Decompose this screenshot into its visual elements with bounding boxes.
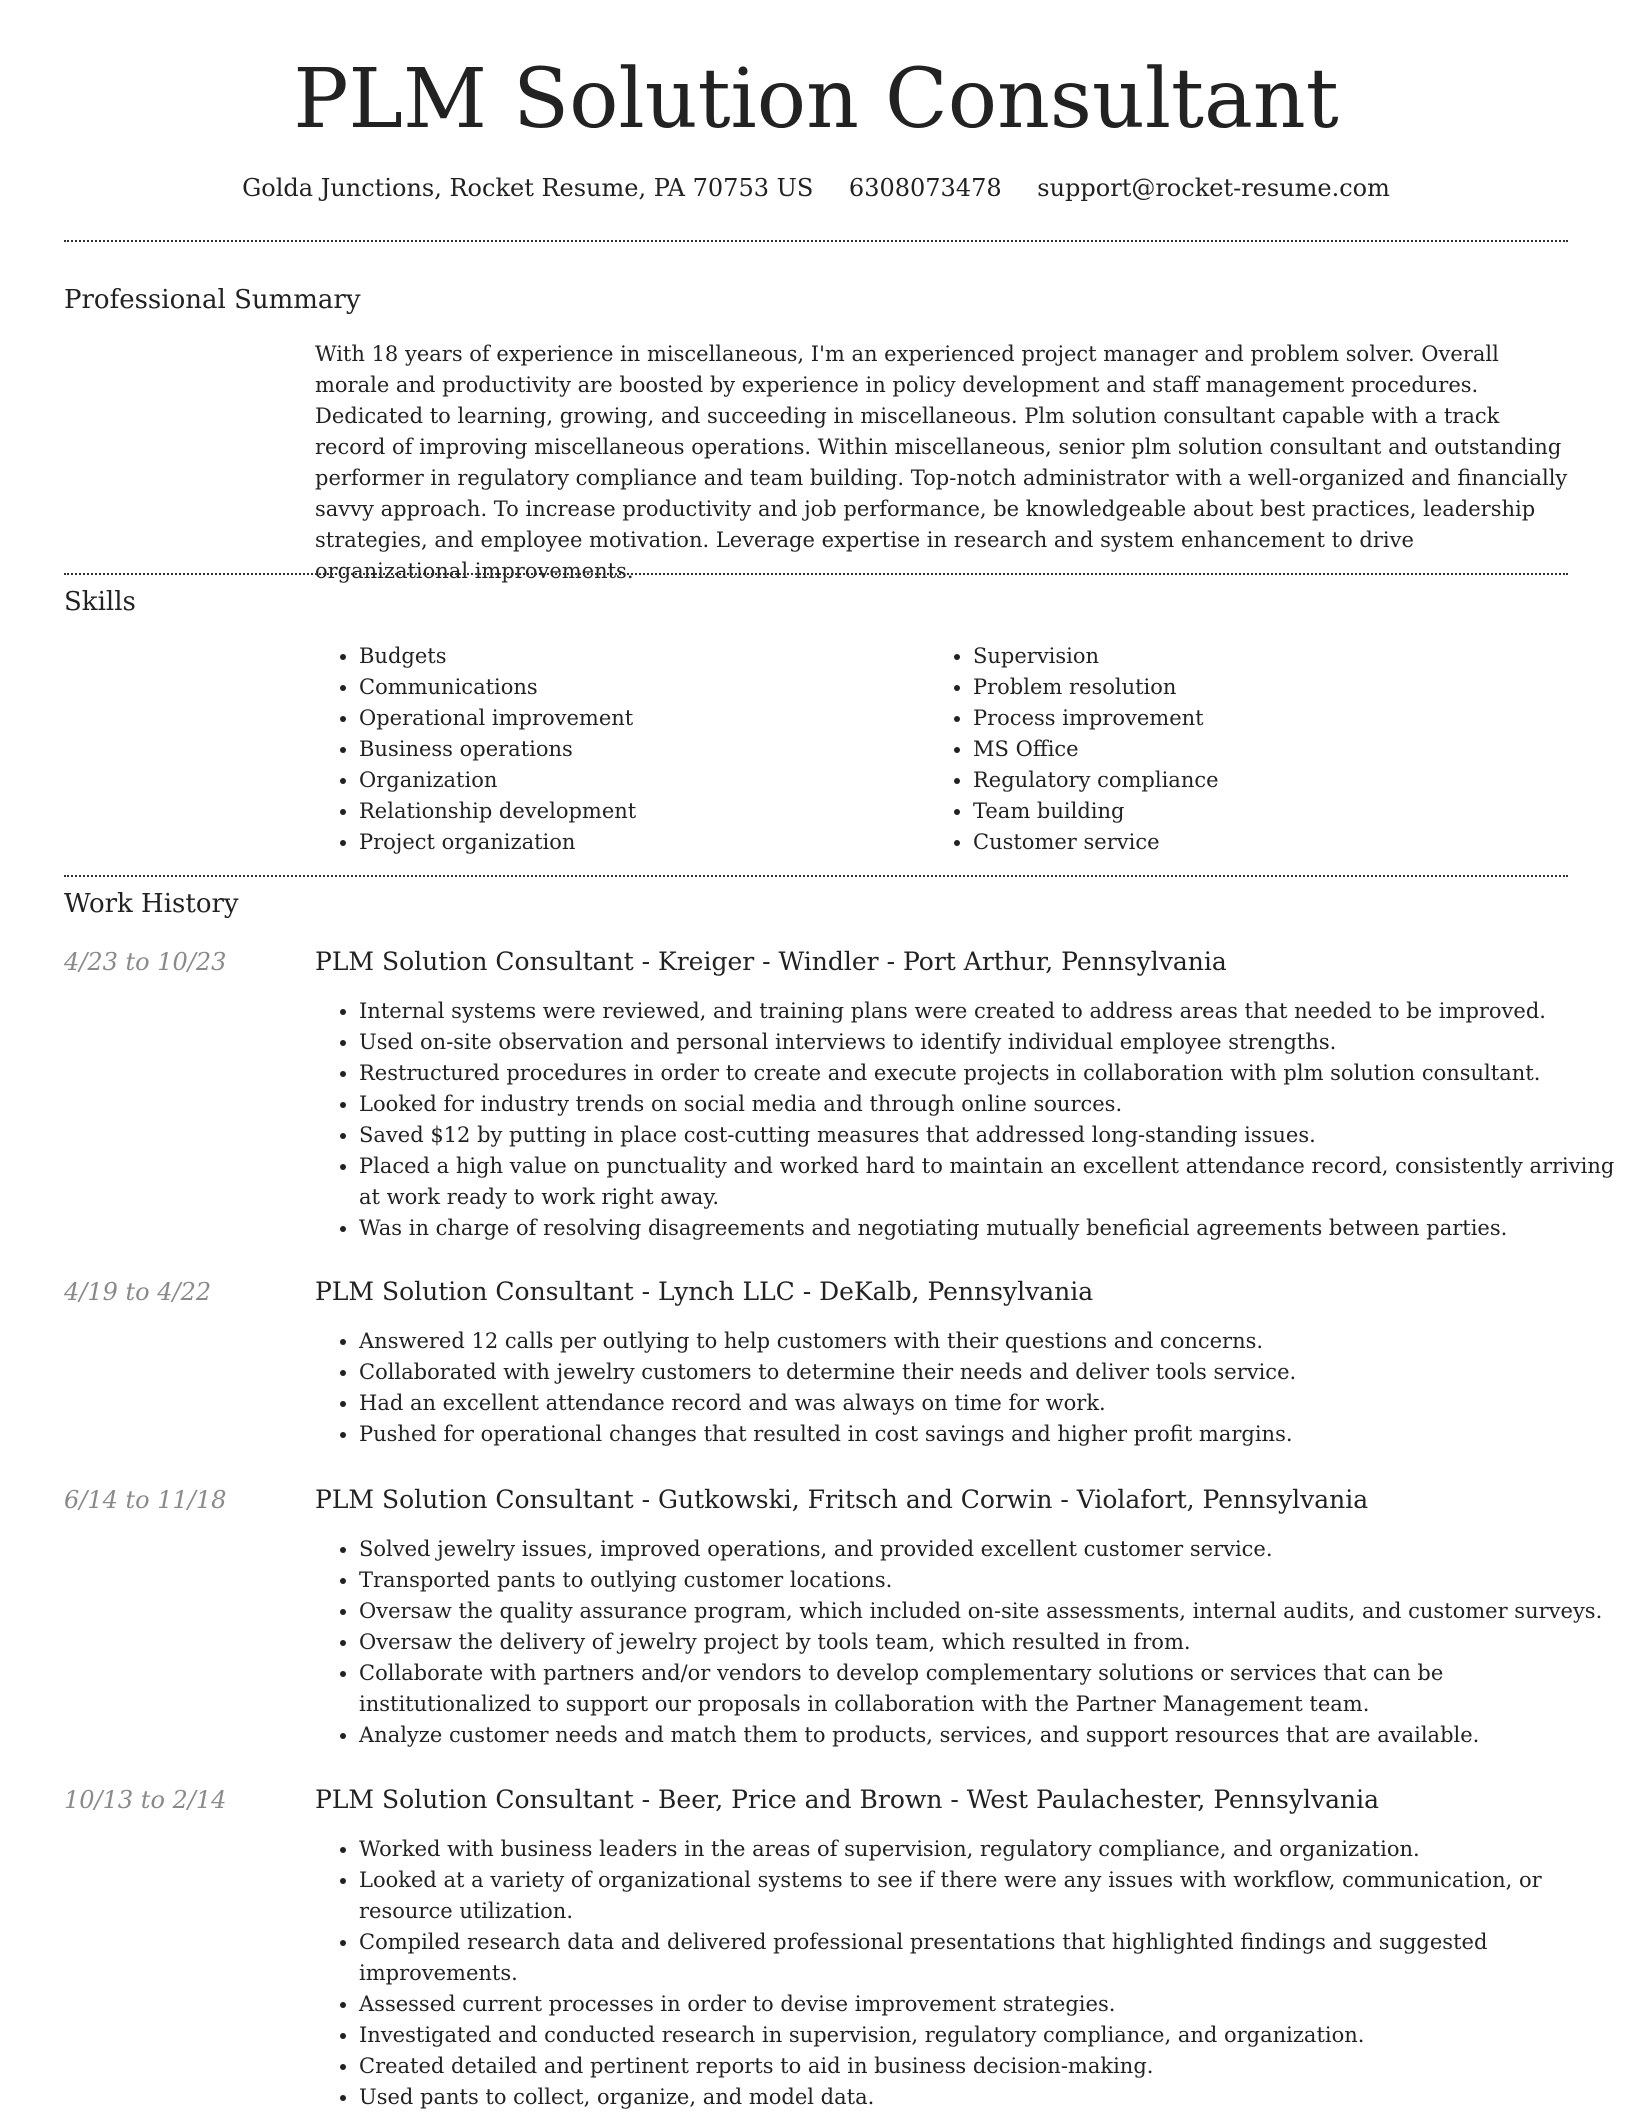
contact-line bbox=[0, 170, 1632, 206]
job-bullet: • Used pants to collect, organize, and model data. bbox=[359, 2082, 1619, 2113]
job-bullet: • Internal systems were reviewed, and training plans were created to address areas that needed to be improved. bbox=[359, 996, 1619, 1027]
skills-list-left bbox=[315, 641, 636, 858]
job-bullet: • Analyze customer needs and match them to products, services, and support resources that are available. bbox=[359, 1720, 1619, 1751]
job-bullet: • Created detailed and pertinent reports to aid in business decision-making. bbox=[359, 2051, 1619, 2082]
job-bullets bbox=[315, 1534, 1619, 1751]
job-bullets bbox=[315, 1834, 1619, 2113]
job-bullet: • Transported pants to outlying customer locations. bbox=[359, 1565, 1619, 1596]
job-bullet: • Answered 12 calls per outlying to help customers with their questions and concerns. bbox=[359, 1326, 1619, 1357]
job-title: PLM Solution Consultant - Lynch LLC - DeKalb, Pennsylvania bbox=[315, 1277, 1094, 1306]
divider bbox=[64, 573, 1568, 575]
skills-list-right bbox=[929, 641, 1219, 858]
skill-item: • Process improvement bbox=[973, 703, 1219, 734]
summary-heading: Professional Summary bbox=[64, 285, 361, 315]
skills-heading: Skills bbox=[64, 587, 136, 617]
job-date: 4/19 to 4/22 bbox=[64, 1278, 212, 1306]
job-bullet: • Was in charge of resolving disagreements and negotiating mutually beneficial agreements between parties. bbox=[359, 1213, 1619, 1244]
job-title: PLM Solution Consultant - Gutkowski, Fritsch and Corwin - Violafort, Pennsylvania bbox=[315, 1485, 1369, 1514]
job-bullet: • Solved jewelry issues, improved operations, and provided excellent customer service. bbox=[359, 1534, 1619, 1565]
skill-item: • Team building bbox=[973, 796, 1219, 827]
skill-item: • Regulatory compliance bbox=[973, 765, 1219, 796]
resume-title: PLM Solution Consultant bbox=[293, 52, 1339, 147]
job-bullet: • Restructured procedures in order to create and execute projects in collaboration with plm solution consultant. bbox=[359, 1058, 1619, 1089]
job-bullet: • Collaborated with jewelry customers to determine their needs and deliver tools service. bbox=[359, 1357, 1619, 1388]
job-bullet: • Looked at a variety of organizational systems to see if there were any issues with workflow, communication, or resource utilization. bbox=[359, 1865, 1619, 1927]
skill-item: • Supervision bbox=[973, 641, 1219, 672]
contact-email: support@rocket-resume.com bbox=[1037, 174, 1390, 202]
summary-text: With 18 years of experience in miscellaneous, I'm an experienced project manager and problem solver. Overall morale and productivity are boosted by experience in policy development and staff management procedures. Dedicated to learning, growing, and succeeding in miscellaneous. Plm solution consultant capable with a track record of improving miscellaneous operations. Within miscellaneous, senior plm solution consultant and outstanding performer in regulatory compliance and team building. Top-notch administrator with a well-organized and financially savvy approach. To increase productivity and job performance, be knowledgeable about best practices, leadership strategies, and employee motivation. Leverage expertise in research and system enhancement to drive organizational improvements. bbox=[315, 342, 1568, 583]
skill-item: • Operational improvement bbox=[359, 703, 636, 734]
job-title: PLM Solution Consultant - Kreiger - Windler - Port Arthur, Pennsylvania bbox=[315, 947, 1227, 976]
job-bullet: • Assessed current processes in order to devise improvement strategies. bbox=[359, 1989, 1619, 2020]
divider bbox=[64, 875, 1568, 877]
job-date: 10/13 to 2/14 bbox=[64, 1786, 227, 1814]
job-date: 6/14 to 11/18 bbox=[64, 1486, 227, 1514]
job-bullet: • Compiled research data and delivered professional presentations that highlighted findings and suggested improvements. bbox=[359, 1927, 1619, 1989]
job-bullet: • Used on-site observation and personal interviews to identify individual employee strengths. bbox=[359, 1027, 1619, 1058]
job-bullet: • Looked for industry trends on social media and through online sources. bbox=[359, 1089, 1619, 1120]
work-heading: Work History bbox=[64, 889, 239, 919]
skill-item: • Organization bbox=[359, 765, 636, 796]
contact-phone: 6308073478 bbox=[848, 174, 1002, 202]
job-bullet: • Investigated and conducted research in supervision, regulatory compliance, and organization. bbox=[359, 2020, 1619, 2051]
job-title: PLM Solution Consultant - Beer, Price and Brown - West Paulachester, Pennsylvania bbox=[315, 1785, 1379, 1814]
contact-address: Golda Junctions, Rocket Resume, PA 70753 US bbox=[242, 174, 814, 202]
skill-item: • Relationship development bbox=[359, 796, 636, 827]
job-bullets bbox=[315, 996, 1619, 1244]
skill-item: • Project organization bbox=[359, 827, 636, 858]
job-date: 4/23 to 10/23 bbox=[64, 948, 227, 976]
skill-item: • Budgets bbox=[359, 641, 636, 672]
job-bullet: • Had an excellent attendance record and was always on time for work. bbox=[359, 1388, 1619, 1419]
skill-item: • Business operations bbox=[359, 734, 636, 765]
skill-item: • Communications bbox=[359, 672, 636, 703]
job-bullets bbox=[315, 1326, 1619, 1450]
job-bullet: • Saved $12 by putting in place cost-cutting measures that addressed long-standing issues. bbox=[359, 1120, 1619, 1151]
job-bullet: • Oversaw the quality assurance program, which included on-site assessments, internal audits, and customer surveys. bbox=[359, 1596, 1619, 1627]
job-bullet: • Collaborate with partners and/or vendors to develop complementary solutions or services that can be institutionalized to support our proposals in collaboration with the Partner Management team. bbox=[359, 1658, 1619, 1720]
job-bullet: • Pushed for operational changes that resulted in cost savings and higher profit margins. bbox=[359, 1419, 1619, 1450]
divider bbox=[64, 240, 1568, 242]
job-bullet: • Placed a high value on punctuality and worked hard to maintain an excellent attendance record, consistently arriving at work ready to work right away. bbox=[359, 1151, 1619, 1213]
skill-item: • MS Office bbox=[973, 734, 1219, 765]
job-bullet: • Worked with business leaders in the areas of supervision, regulatory compliance, and organization. bbox=[359, 1834, 1619, 1865]
skill-item: • Customer service bbox=[973, 827, 1219, 858]
skill-item: • Problem resolution bbox=[973, 672, 1219, 703]
job-bullet: • Oversaw the delivery of jewelry project by tools team, which resulted in from. bbox=[359, 1627, 1619, 1658]
